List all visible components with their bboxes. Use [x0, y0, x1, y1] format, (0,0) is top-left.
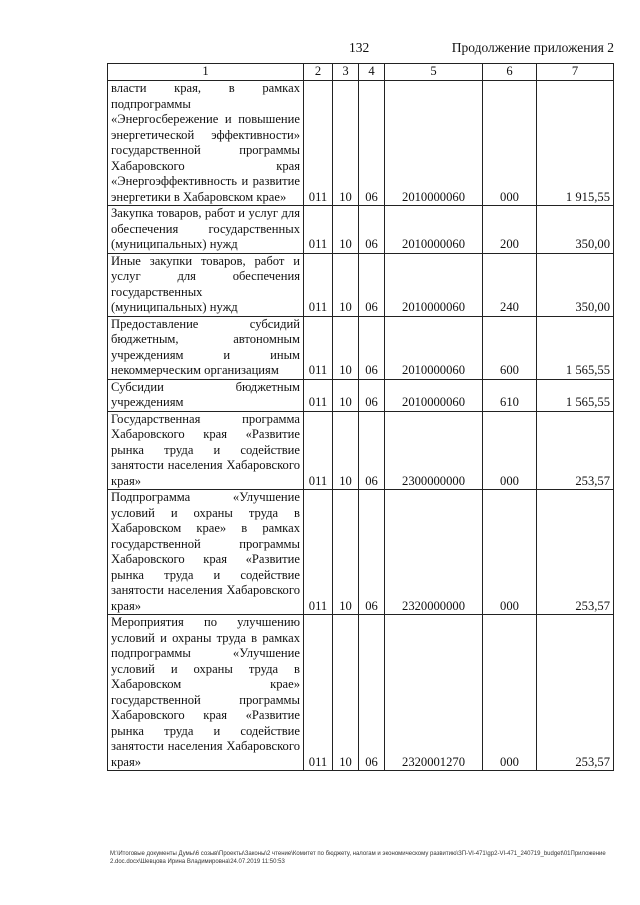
- section-code-cell: 10: [333, 316, 359, 379]
- subsection-code-cell: 06: [359, 206, 385, 254]
- amount-cell: 253,57: [537, 490, 614, 615]
- subsection-code-cell: 06: [359, 615, 385, 771]
- target-article-cell: 2010000060: [385, 206, 483, 254]
- header-cell: 2: [304, 64, 333, 81]
- expense-type-cell: 240: [483, 253, 537, 316]
- table-row: [108, 206, 614, 254]
- target-article-cell: 2320001270: [385, 615, 483, 771]
- subsection-code-cell: 06: [359, 490, 385, 615]
- item-name-cell: власти края, в рамках подпрограммы «Энергосбережение и повышение энергетической эффективности» государственной программы Хабаровского края «Энергоэффективность и развитие энергетики в Хабаровском крае»: [108, 81, 304, 206]
- target-article-cell: 2010000060: [385, 81, 483, 206]
- subsection-code-cell: 06: [359, 379, 385, 411]
- table-row: [108, 411, 614, 490]
- section-code-cell: 10: [333, 206, 359, 254]
- subsection-code-cell: 06: [359, 411, 385, 490]
- table-row: [108, 615, 614, 771]
- ministry-code-cell: 011: [304, 411, 333, 490]
- amount-cell: 350,00: [537, 253, 614, 316]
- continuation-heading: Продолжение приложения 2: [451, 40, 614, 55]
- section-code-cell: 10: [333, 615, 359, 771]
- expense-type-cell: 200: [483, 206, 537, 254]
- ministry-code-cell: 011: [304, 379, 333, 411]
- expense-type-cell: 610: [483, 379, 537, 411]
- section-code-cell: 10: [333, 81, 359, 206]
- item-name-cell: Закупка товаров, работ и услуг для обеспечения государственных (муниципальных) нужд: [108, 206, 304, 254]
- section-code-cell: 10: [333, 411, 359, 490]
- table-row: [108, 81, 614, 206]
- target-article-cell: 2010000060: [385, 253, 483, 316]
- section-code-cell: 10: [333, 490, 359, 615]
- ministry-code-cell: 011: [304, 490, 333, 615]
- header-cell: 3: [333, 64, 359, 81]
- target-article-cell: 2010000060: [385, 379, 483, 411]
- item-name-cell: Мероприятия по улучшению условий и охраны труда в рамках подпрограммы «Улучшение условий и охраны труда в Хабаровском крае» государственной программы Хабаровского края «Развитие рынка труда и содействие занятости населения Хабаровского края»: [108, 615, 304, 771]
- ministry-code-cell: 011: [304, 316, 333, 379]
- expense-type-cell: 000: [483, 615, 537, 771]
- item-name-cell: Иные закупки товаров, работ и услуг для обеспечения государственных (муниципальных) нужд: [108, 253, 304, 316]
- amount-cell: 253,57: [537, 615, 614, 771]
- page-number: 132: [349, 40, 370, 55]
- target-article-cell: 2320000000: [385, 490, 483, 615]
- amount-cell: 350,00: [537, 206, 614, 254]
- expense-type-cell: 600: [483, 316, 537, 379]
- subsection-code-cell: 06: [359, 253, 385, 316]
- target-article-cell: 2300000000: [385, 411, 483, 490]
- subsection-code-cell: 06: [359, 316, 385, 379]
- item-name-cell: Субсидии бюджетным учреждениям: [108, 379, 304, 411]
- file-path-footer: M:\Итоговые документы Думы\6 созыв\Проекты\Законы\2 чтение\Комитет по бюджету, налогам и экономическому развитию\ЗП-VI-471\gp2-VI-471_240719_budget\01Приложение 2.doc.docx\Шевцова Ирина Владимировна\24.07.2019 11:50:53: [110, 851, 606, 865]
- table-row: [108, 316, 614, 379]
- amount-cell: 1 565,55: [537, 379, 614, 411]
- expense-type-cell: 000: [483, 81, 537, 206]
- ministry-code-cell: 011: [304, 253, 333, 316]
- amount-cell: 1 565,55: [537, 316, 614, 379]
- budget-table: [107, 63, 614, 771]
- amount-cell: 1 915,55: [537, 81, 614, 206]
- ministry-code-cell: 011: [304, 615, 333, 771]
- section-code-cell: 10: [333, 379, 359, 411]
- table-row: [108, 379, 614, 411]
- header-cell: 7: [537, 64, 614, 81]
- header-cell: 5: [385, 64, 483, 81]
- target-article-cell: 2010000060: [385, 316, 483, 379]
- expense-type-cell: 000: [483, 411, 537, 490]
- header-cell: 6: [483, 64, 537, 81]
- item-name-cell: Предоставление субсидий бюджетным, автономным учреждениям и иным некоммерческим организациям: [108, 316, 304, 379]
- ministry-code-cell: 011: [304, 206, 333, 254]
- section-code-cell: 10: [333, 253, 359, 316]
- table-row: [108, 253, 614, 316]
- item-name-cell: Подпрограмма «Улучшение условий и охраны труда в Хабаровском крае» в рамках государственной программы Хабаровского края «Развитие рынка труда и содействие занятости населения Хабаровского края»: [108, 490, 304, 615]
- expense-type-cell: 000: [483, 490, 537, 615]
- table-header-row: [108, 64, 614, 81]
- header-cell: 1: [108, 64, 304, 81]
- item-name-cell: Государственная программа Хабаровского края «Развитие рынка труда и содействие занятости населения Хабаровского края»: [108, 411, 304, 490]
- amount-cell: 253,57: [537, 411, 614, 490]
- subsection-code-cell: 06: [359, 81, 385, 206]
- ministry-code-cell: 011: [304, 81, 333, 206]
- header-cell: 4: [359, 64, 385, 81]
- table-row: [108, 490, 614, 615]
